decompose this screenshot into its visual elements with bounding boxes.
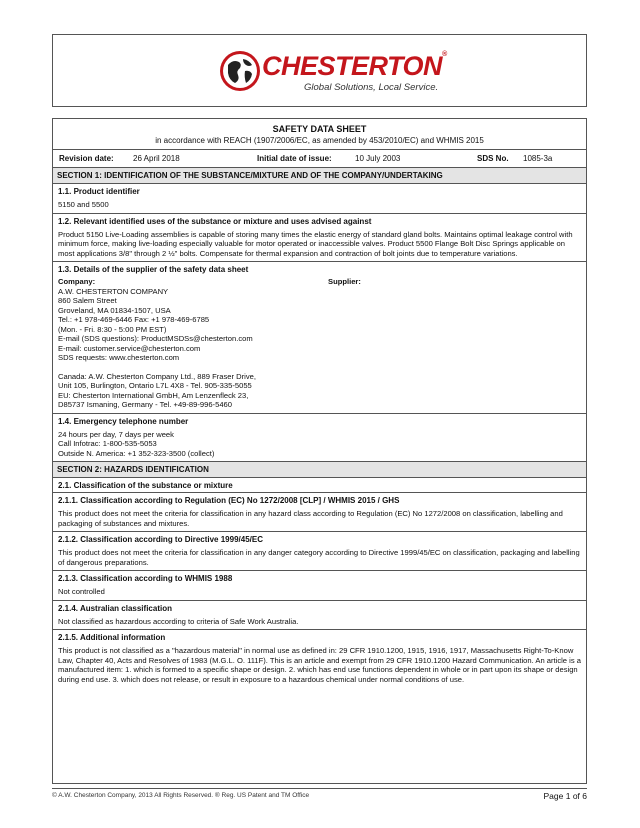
whmis-classification-text: Not controlled (58, 587, 105, 596)
brand-name: CHESTERTON® (262, 51, 447, 81)
company-line: E-mail: customer.service@chesterton.com (58, 343, 201, 353)
revision-date-label: Revision date: (59, 154, 114, 163)
logo-header-box (52, 34, 587, 107)
company-line: SDS requests: www.chesterton.com (58, 353, 180, 362)
page-number: Page 1 of 6 (543, 791, 587, 801)
heading-2-1-3: 2.1.3. Classification according to WHMIS 1988 (53, 570, 586, 585)
sds-number-value: 1085-3a (523, 154, 553, 163)
intl-line: Unit 105, Burlington, Ontario L7L 4X8 - Tel. 905-335-5055 (58, 381, 252, 390)
heading-2-1-5: 2.1.5. Additional information (53, 629, 586, 644)
document-subtitle: in accordance with REACH (1907/2006/EC, as amended by 453/2010/EC) and WHMIS 2015 (155, 136, 484, 145)
heading-1-2: 1.2. Relevant identified uses of the substance or mixture and uses advised against (53, 213, 586, 228)
initial-date-label: Initial date of issue: (257, 154, 332, 163)
heading-2-1-4: 2.1.4. Australian classification (53, 600, 586, 615)
clp-classification-text: This product does not meet the criteria for classification in any hazard class according to Regulation (EC) No 1272/2008 on classification, labelling and packaging of substances and mixtures. (58, 509, 563, 528)
heading-2-1-2: 2.1.2. Classification according to Directive 1999/45/EC (53, 531, 586, 546)
sds-number-label: SDS No. (477, 154, 509, 163)
globe-icon (218, 49, 262, 93)
company-line: Groveland, MA 01834-1507, USA (58, 305, 171, 315)
company-line: E-mail (SDS questions): ProductMSDSs@chesterton.com (58, 334, 253, 343)
emergency-block (53, 428, 586, 462)
heading-2-1: 2.1. Classification of the substance or mixture (58, 481, 233, 490)
intl-line: Canada: A.W. Chesterton Company Ltd., 889 Fraser Drive, (58, 371, 256, 381)
revision-date-value: 26 April 2018 (133, 154, 180, 163)
emergency-line: Call Infotrac: 1-800-535-5053 (58, 439, 157, 448)
emergency-line: Outside N. America: +1 352-323-3500 (collect) (58, 448, 215, 458)
revision-row (53, 150, 586, 168)
emergency-line: 24 hours per day, 7 days per week (58, 429, 174, 439)
company-line: Tel.: +1 978-469-6446 Fax: +1 978-469-6785 (58, 315, 210, 324)
intl-line: EU: Chesterton International GmbH, Am Lenzenfleck 23, (58, 390, 249, 400)
company-line: (Mon. - Fri. 8:30 - 5:00 PM EST) (58, 324, 167, 334)
additional-information-text: This product is not classified as a "hazardous material" in normal use as defined in: 29 CFR 1910.1200, 1915, 1916, 1917, Massachusetts Right-To-Know Law, Chapter 40, Acts and Resolves of 1983 (M.G.L. O. 111F). This is an article and exempt from 29 CFR 1910.1200 Hazard Communication. An article is a manufactured item: 1. which is formed to a specific shape or design. 2. which has end use functions dependent in whole or in part upon its shape or design during end use. 3. which does not release, or result in exposure to a hazardous chemical under normal conditions of use. (58, 646, 581, 684)
product-identifier: 5150 and 5500 (58, 200, 109, 209)
directive-classification-text: This product does not meet the criteria for classification in any danger category according to Directive 1999/45/EC on classification, packaging and labelling of dangerous preparations. (58, 548, 580, 567)
supplier-label: Supplier: (328, 277, 361, 286)
safety-data-sheet (52, 118, 587, 784)
supplier-details (53, 276, 586, 413)
section2-header: SECTION 2: HAZARDS IDENTIFICATION (53, 461, 586, 478)
chesterton-logo (218, 49, 458, 99)
company-line: 860 Salem Street (58, 296, 117, 305)
heading-1-1: 1.1. Product identifier (58, 187, 140, 196)
company-line: A.W. CHESTERTON COMPANY (58, 286, 169, 296)
identified-uses-text: Product 5150 Live-Loading assemblies is capable of storing many times the elastic energy of standard gland bolts. Maintains optimal leakage control with minimum force, making live-loading especially valuable for motor operated or inaccessible valves. Product 5500 Flange Bolt Disc Springs applicable on most applications 3/8" through 2 ½" bolts. Compensate for thermal expansion and contraction of bolt joints due to temperature variations. (58, 229, 573, 258)
copyright-notice: © A.W. Chesterton Company, 2013 All Rights Reserved. ® Reg. US Patent and TM Office (52, 792, 310, 799)
intl-line: D85737 Ismaning, Germany - Tel. +49-89-996-5460 (58, 400, 232, 409)
initial-date-value: 10 July 2003 (355, 154, 401, 163)
document-title: SAFETY DATA SHEET (272, 124, 367, 134)
heading-2-1-1: 2.1.1. Classification according to Regulation (EC) No 1272/2008 [CLP] / WHMIS 2015 / GHS (53, 492, 586, 507)
heading-1-4: 1.4. Emergency telephone number (53, 413, 586, 428)
title-block (53, 119, 586, 150)
page-footer (52, 788, 587, 799)
supplier-block (328, 277, 581, 410)
company-label: Company: (58, 277, 96, 286)
australian-classification-text: Not classified as hazardous according to criteria of Safe Work Australia. (58, 616, 299, 626)
heading-1-3: 1.3. Details of the supplier of the safety data sheet (53, 261, 586, 276)
company-block (58, 277, 328, 410)
brand-tagline: Global Solutions, Local Service. (304, 82, 439, 93)
section1-header: SECTION 1: IDENTIFICATION OF THE SUBSTANCE/MIXTURE AND OF THE COMPANY/UNDERTAKING (53, 168, 586, 184)
